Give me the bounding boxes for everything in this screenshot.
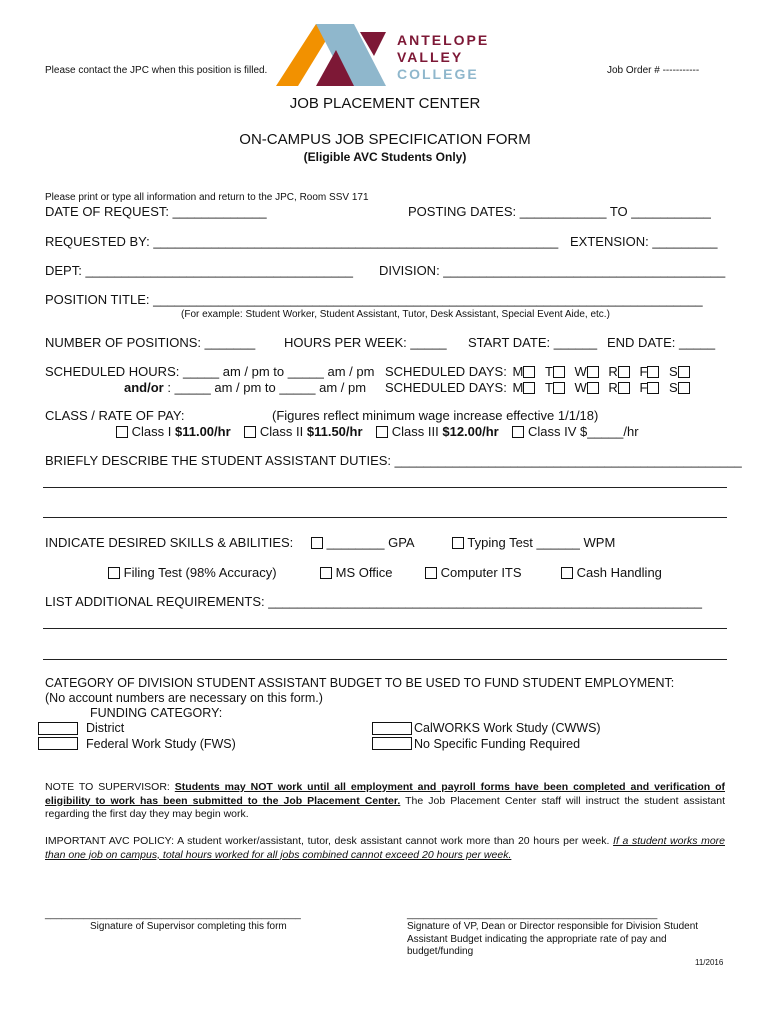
instructions: Please print or type all information and return to the JPC, Room SSV 171 <box>45 192 369 203</box>
job-order: Job Order # ----------- <box>607 65 700 76</box>
typing-option <box>452 535 615 550</box>
checkbox-day-t[interactable] <box>553 366 565 378</box>
district-label: District <box>86 721 125 735</box>
checkbox-day-f-2[interactable] <box>647 382 659 394</box>
supervisor-note-bold: Students may NOT work until all employment and payroll forms have been completed and verification of eligibility to work has been submitted to the Job Placement Center. <box>45 781 726 807</box>
supervisor-signature-label: Signature of Supervisor completing this form <box>90 921 287 932</box>
checkbox-cash[interactable] <box>561 567 573 579</box>
funding-category-label: FUNDING CATEGORY: <box>90 706 223 720</box>
posting-dates-field[interactable]: POSTING DATES: ____________ TO ___________ <box>408 204 711 219</box>
computer-its-label: Computer ITS <box>440 565 522 580</box>
no-funding-label: No Specific Funding Required <box>414 737 581 751</box>
scheduled-days-row-1 <box>385 364 690 379</box>
logo-line-1: ANTELOPE <box>397 32 490 48</box>
day-r: R <box>608 364 629 379</box>
vp-signature-line[interactable]: _____________________________________________ <box>407 909 658 920</box>
cash-option <box>561 565 662 580</box>
end-date-field[interactable]: END DATE: _____ <box>607 335 716 350</box>
additional-line-1[interactable] <box>43 628 727 629</box>
checkbox-day-w-2[interactable] <box>587 382 599 394</box>
position-title-field[interactable]: POSITION TITLE: ____________________________________________________________________________ <box>45 292 703 307</box>
cash-label: Cash Handling <box>576 565 662 580</box>
supervisor-note-label: NOTE TO SUPERVISOR: <box>45 781 170 793</box>
scheduled-days-row-2 <box>385 380 690 395</box>
revision-date: 11/2016 <box>695 958 724 967</box>
checkbox-typing[interactable] <box>452 537 464 549</box>
policy-italic: If a student works more than one job on campus, total hours worked for all jobs combined cannot exceed 20 hours per week. <box>45 835 725 861</box>
checkbox-day-w[interactable] <box>587 366 599 378</box>
avc-logo <box>276 22 396 86</box>
checkbox-computer-its[interactable] <box>425 567 437 579</box>
checkbox-day-m-2[interactable] <box>523 382 535 394</box>
policy-text: A student worker/assistant, tutor, desk assistant cannot work more than 20 hours per week. <box>177 835 610 847</box>
wage-note: (Figures reflect minimum wage increase effective 1/1/18) <box>272 408 599 423</box>
date-of-request-field[interactable]: DATE OF REQUEST: _____________ <box>45 204 267 219</box>
day-t-2: T <box>545 380 565 395</box>
checkbox-ms-office[interactable] <box>320 567 332 579</box>
policy-label: IMPORTANT AVC POLICY: <box>45 835 175 847</box>
class-2-label: Class II <box>259 424 304 439</box>
position-example: (For example: Student Worker, Student Assistant, Tutor, Desk Assistant, Special Event Aide, etc.) <box>181 309 610 320</box>
and-or-label: and/or <box>124 380 164 395</box>
day-s: S <box>669 364 690 379</box>
day-f-2: F <box>639 380 659 395</box>
checkbox-day-s[interactable] <box>678 366 690 378</box>
day-f: F <box>639 364 659 379</box>
day-w: W <box>575 364 599 379</box>
checkbox-filing[interactable] <box>108 567 120 579</box>
gpa-label: ________ GPA <box>326 535 415 550</box>
scheduled-hours-field[interactable]: SCHEDULED HOURS: _____ am / pm to _____ am / pm <box>45 364 375 379</box>
scheduled-hours-2-field[interactable] <box>124 380 366 395</box>
class-options <box>116 424 639 439</box>
day-s-2: S <box>669 380 690 395</box>
checkbox-class-2[interactable] <box>244 426 256 438</box>
checkbox-class-3[interactable] <box>376 426 388 438</box>
ms-office-option <box>320 565 392 580</box>
scheduled-days-label-2: SCHEDULED DAYS: <box>385 380 507 395</box>
day-w-2: W <box>575 380 599 395</box>
filing-option <box>108 565 277 580</box>
gpa-option <box>311 535 415 550</box>
class-rate-label: CLASS / RATE OF PAY: <box>45 408 185 423</box>
scheduled-hours-2-text: : _____ am / pm to _____ am / pm <box>167 380 367 395</box>
form-title: ON-CAMPUS JOB SPECIFICATION FORM <box>239 131 531 148</box>
typing-label: Typing Test ______ WPM <box>467 535 616 550</box>
checkbox-class-4[interactable] <box>512 426 524 438</box>
budget-category: CATEGORY OF DIVISION STUDENT ASSISTANT BUDGET TO BE USED TO FUND STUDENT EMPLOYMENT: <box>45 676 675 690</box>
duties-field[interactable]: BRIEFLY DESCRIBE THE STUDENT ASSISTANT DUTIES: ________________________________________________ <box>45 453 742 468</box>
skills-label: INDICATE DESIRED SKILLS & ABILITIES: <box>45 535 294 550</box>
filing-label: Filing Test (98% Accuracy) <box>123 565 277 580</box>
checkbox-gpa[interactable] <box>311 537 323 549</box>
extension-field[interactable]: EXTENSION: _________ <box>570 234 718 249</box>
day-m-2: M <box>512 380 535 395</box>
avc-logo-mark <box>276 22 396 86</box>
class-4-label: Class IV $_____/hr <box>527 424 639 439</box>
center-title: JOB PLACEMENT CENTER <box>289 95 481 112</box>
day-r-2: R <box>608 380 629 395</box>
supervisor-note <box>45 781 725 822</box>
class-1-rate: $11.00/hr <box>174 424 231 439</box>
budget-note: (No account numbers are necessary on this form.) <box>45 691 323 705</box>
computer-its-option <box>425 565 522 580</box>
no-funding-box[interactable] <box>372 737 412 750</box>
checkbox-day-t-2[interactable] <box>553 382 565 394</box>
fws-box[interactable] <box>38 737 78 750</box>
fws-label: Federal Work Study (FWS) <box>86 737 236 751</box>
contact-note: Please contact the JPC when this position is filled. <box>45 65 268 76</box>
supervisor-note-rest: The Job Placement Center staff will instruct the student assistant regarding the first day they may begin work. <box>45 794 725 820</box>
checkbox-day-r-2[interactable] <box>618 382 630 394</box>
checkbox-day-s-2[interactable] <box>678 382 690 394</box>
checkbox-day-m[interactable] <box>523 366 535 378</box>
cwws-box[interactable] <box>372 722 412 735</box>
start-date-field[interactable]: START DATE: ______ <box>468 335 598 350</box>
requested-by-field[interactable]: REQUESTED BY: ________________________________________________________ <box>45 234 559 249</box>
ms-office-label: MS Office <box>335 565 393 580</box>
checkbox-class-1[interactable] <box>116 426 128 438</box>
district-box[interactable] <box>38 722 78 735</box>
dept-field[interactable]: DEPT: _____________________________________ <box>45 263 353 278</box>
additional-line-2[interactable] <box>43 659 727 660</box>
supervisor-signature-line[interactable]: ______________________________________________ <box>45 909 301 920</box>
division-field[interactable]: DIVISION: _______________________________________ <box>379 263 726 278</box>
class-3-rate: $12.00/hr <box>442 424 499 439</box>
avc-logo-text <box>397 32 489 83</box>
policy-note <box>45 835 725 862</box>
additional-requirements-field[interactable]: LIST ADDITIONAL REQUIREMENTS: ____________________________________________________________ <box>45 594 703 609</box>
hours-per-week-field[interactable]: HOURS PER WEEK: _____ <box>284 335 447 350</box>
duties-line-1[interactable] <box>43 487 727 488</box>
checkbox-day-f[interactable] <box>647 366 659 378</box>
checkbox-day-r[interactable] <box>618 366 630 378</box>
vp-signature-label: Signature of VP, Dean or Director responsible for Division Student Assistant Budget indicating the appropriate rate of pay and budget/funding <box>407 921 699 957</box>
class-3-label: Class III <box>391 424 439 439</box>
duties-line-2[interactable] <box>43 517 727 518</box>
scheduled-days-label: SCHEDULED DAYS: <box>385 364 507 379</box>
cwws-label: CalWORKS Work Study (CWWS) <box>414 721 601 735</box>
logo-line-2: VALLEY <box>397 49 464 65</box>
class-1-label: Class I <box>131 424 172 439</box>
eligibility: (Eligible AVC Students Only) <box>303 150 467 164</box>
day-t: T <box>545 364 565 379</box>
num-positions-field[interactable]: NUMBER OF POSITIONS: _______ <box>45 335 256 350</box>
logo-line-3: COLLEGE <box>397 66 479 82</box>
day-m: M <box>512 364 535 379</box>
class-2-rate: $11.50/hr <box>306 424 363 439</box>
